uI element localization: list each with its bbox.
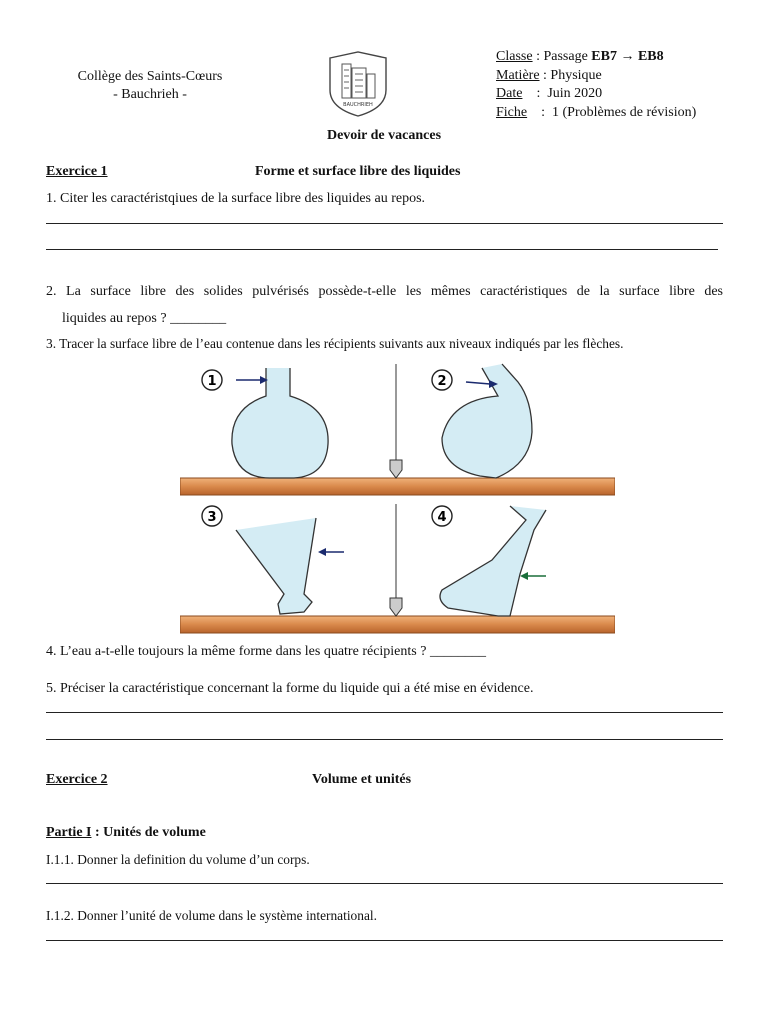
answer-line: [46, 883, 723, 884]
question-i-1-2: I.1.2. Donner l’unité de volume dans le système international.: [46, 908, 377, 923]
flask-3: [202, 506, 344, 614]
exercise2-title: Volume et unités: [312, 772, 412, 787]
figure-number-1: 1: [207, 374, 217, 389]
answer-line: [46, 739, 723, 740]
exercise2-label: Exercice 2: [46, 772, 108, 787]
school-name-line2: - Bauchrieh -: [113, 87, 187, 102]
page-title: Devoir de vacances: [326, 128, 442, 143]
question-3: 3. Tracer la surface libre de l’eau contenue dans les récipients suivants aux niveaux indiqués par les flèches.: [46, 336, 624, 351]
school-name-line1: Collège des Saints-Cœurs: [77, 69, 223, 84]
answer-line: [46, 249, 718, 250]
question-2-line2: liquides au repos ? ________: [62, 311, 227, 326]
question-1: 1. Citer les caractéristqiues de la surface libre des liquides au repos.: [46, 191, 426, 206]
date-row: Date : Juin 2020: [496, 86, 603, 101]
answer-line: [46, 712, 723, 713]
school-name: [40, 68, 260, 104]
part1-heading: Partie I : Unités de volume: [46, 825, 206, 840]
exercise1-label: Exercice 1: [46, 164, 108, 179]
logo-text: BAUCHRIEH: [343, 102, 373, 108]
matiere-row: Matière : Physique: [496, 67, 602, 83]
shelf-bottom: [180, 616, 615, 633]
flask-4: [432, 506, 546, 616]
answer-line: [46, 940, 723, 941]
classe-row: Classe : Passage EB7 → EB8: [496, 49, 664, 64]
course-info: [496, 48, 696, 122]
school-logo: [324, 50, 392, 118]
question-5: 5. Préciser la caractéristique concernant la forme du liquide qui a été mise en évidence.: [46, 681, 534, 696]
fiche-row: Fiche : 1 (Problèmes de révision): [496, 104, 697, 120]
figure-number-3: 3: [207, 510, 217, 525]
shelf-top: [180, 478, 615, 495]
question-i-1-1: I.1.1. Donner la definition du volume d’un corps.: [46, 852, 310, 867]
question-4: 4. L’eau a-t-elle toujours la même forme dans les quatre récipients ? ________: [46, 644, 486, 659]
answer-line: [46, 223, 723, 224]
flask-2: [432, 364, 532, 478]
question-2-line1: 2. La surface libre des solides pulvérisés possède-t-elle les mêmes caractéristiques de la surface libre des: [46, 284, 723, 299]
exercise1-title: Forme et surface libre des liquides: [255, 164, 461, 179]
figure-number-4: 4: [437, 510, 447, 525]
flask-1: [202, 368, 328, 478]
figure-number-2: 2: [437, 374, 447, 389]
flasks-figure: [180, 360, 615, 638]
